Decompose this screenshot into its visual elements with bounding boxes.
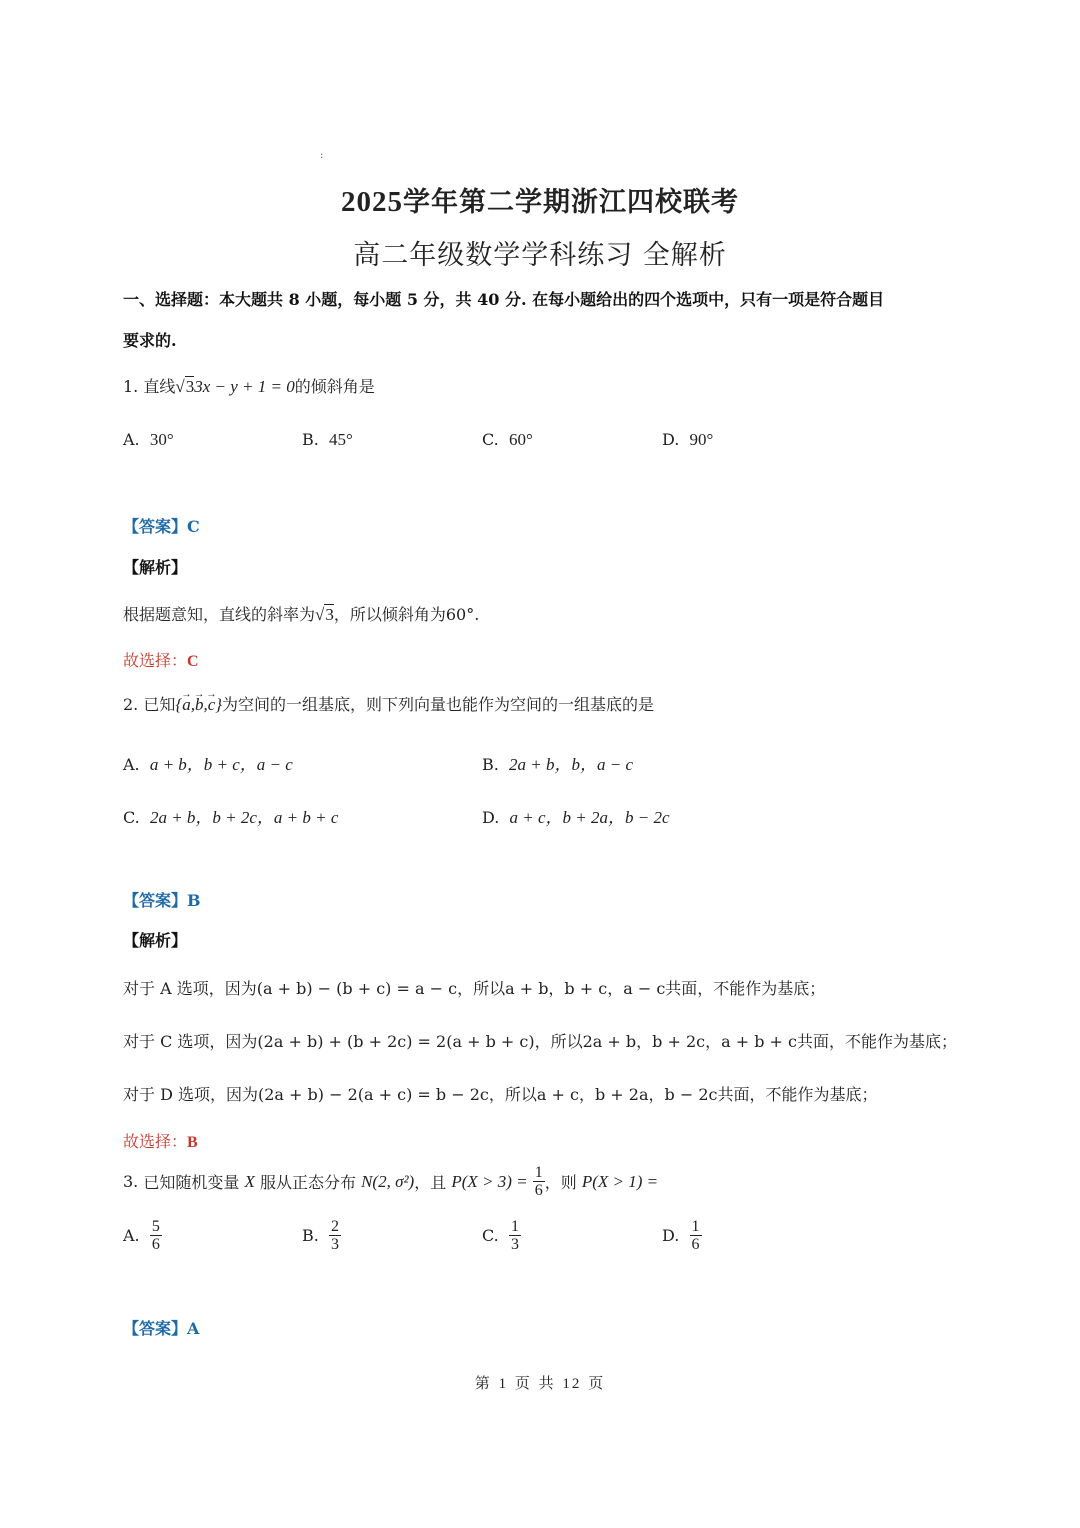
title-year: 2025: [341, 186, 403, 218]
section-heading-line1: 一、选择题：本大题共 8 小题，每小题 5 分，共 40 分. 在每小题给出的四个选项中，只有一项是符合题目: [123, 290, 885, 309]
choice-1: 故选择：C: [123, 651, 199, 670]
option-c: C. 2a + b，b + 2c，a + b + c: [123, 808, 339, 827]
answer-3: 【答案】A: [123, 1319, 200, 1338]
option-a: A. 30°: [123, 430, 174, 449]
analysis-label-1: 【解析】: [123, 558, 188, 577]
page-title: [0, 180, 1080, 219]
corner-mark: :: [320, 150, 324, 161]
option-c: C. 60°: [482, 430, 533, 449]
question-text-tail: 的倾斜角是: [294, 377, 375, 396]
answer-1: 【答案】C: [123, 517, 200, 536]
option-d: D. $\frac{1}{6}$: [662, 1218, 700, 1253]
option-b: B. 45°: [302, 430, 353, 449]
equation: 3x − y + 1 = 0: [194, 377, 295, 396]
question-3: 3. 已知随机变量 X 服从正态分布 N(2, σ²) ，且 P(X > 3) = $\frac{1}{6}$ ，则 P(X > 1) =: [123, 1164, 659, 1199]
given-fraction: $\frac{1}{6}$: [534, 1164, 543, 1199]
question-1: [123, 374, 375, 397]
option-b: B. 2a + b，b，a − c: [482, 755, 634, 774]
option-a: A. $\frac{5}{6}$: [123, 1218, 160, 1253]
title-text: 学年第二学期浙江四校联考: [403, 187, 739, 218]
basis-set: {→ a,→ b,→ c}: [175, 695, 222, 714]
choice-2: 故选择：B: [123, 1132, 198, 1151]
question-text: 直线: [143, 377, 176, 396]
analysis-2-line-a: 对于 A 选项，因为(a + b) − (b + c) = a − c，所以a + b，b + c，a − c共面，不能作为基底；: [123, 979, 826, 998]
option-d: D. a + c，b + 2a，b − 2c: [482, 808, 670, 827]
option-d: D. 90°: [662, 430, 714, 449]
question-2: 2. 已知{→ a,→ b,→ c}为空间的一组基底，则下列向量也能作为空间的一组基底的是: [123, 692, 654, 715]
section-heading-line2: 要求的.: [123, 331, 177, 350]
page-subtitle: 高二年级数学学科练习 全解析: [353, 240, 727, 271]
analysis-2-line-d: 对于 D 选项，因为(2a + b) − 2(a + c) = b − 2c，所以a + c，b + 2a，b − 2c共面，不能作为基底；: [123, 1085, 878, 1104]
sqrt-symbol: √3: [175, 377, 195, 396]
page-footer: 第 1 页 共 12 页: [474, 1374, 606, 1392]
analysis-2-line-c: 对于 C 选项，因为(2a + b) + (b + 2c) = 2(a + b + c)，所以2a + b，b + 2c，a + b + c共面，不能作为基底；: [123, 1032, 958, 1051]
question-number: 3.: [123, 1172, 139, 1191]
question-number: 2.: [123, 695, 139, 714]
option-c: C. $\frac{1}{3}$: [482, 1218, 519, 1253]
analysis-label-2: 【解析】: [123, 931, 188, 950]
option-a: A. a + b，b + c，a − c: [123, 755, 293, 774]
analysis-1: 根据题意知，直线的斜率为√3，所以倾斜角为60°.: [123, 605, 480, 624]
sqrt-symbol: √3: [315, 605, 334, 624]
question-number: 1.: [123, 377, 139, 396]
answer-2: 【答案】B: [123, 891, 201, 910]
option-b: B. $\frac{2}{3}$: [302, 1218, 340, 1253]
